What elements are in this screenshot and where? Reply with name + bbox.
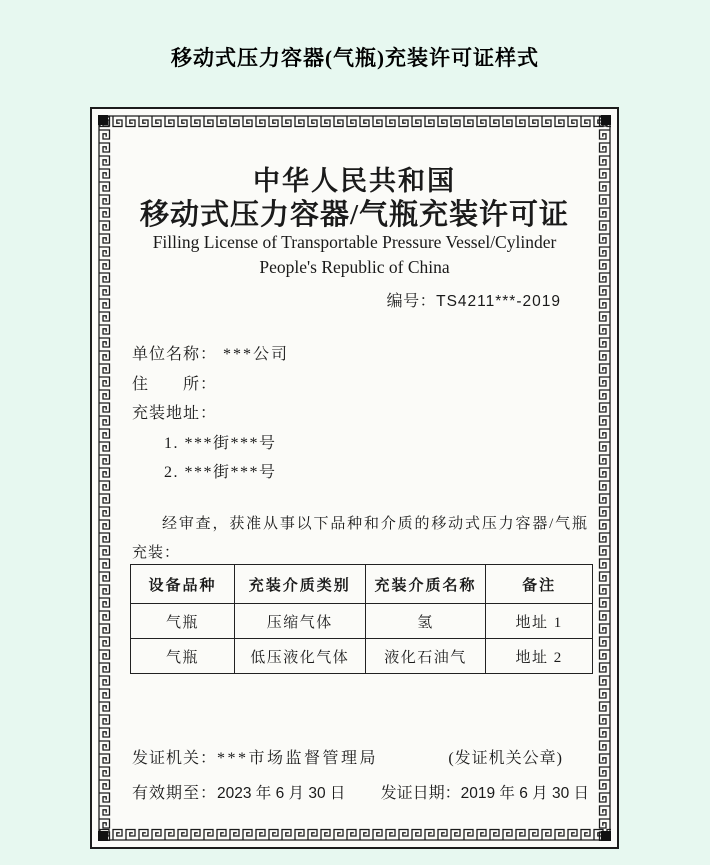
table-cell: 液化石油气	[365, 639, 486, 674]
field-filling-address-label: 充装地址：	[132, 405, 218, 422]
table-cell: 气瓶	[131, 639, 235, 674]
table-row	[131, 639, 593, 674]
filling-address-item-2: 2. ***街***号	[164, 464, 277, 481]
page-title: 移动式压力容器(气瓶)充装许可证样式	[171, 46, 539, 70]
table-cell: 地址 1	[486, 604, 593, 639]
field-residence	[132, 371, 217, 394]
field-residence-label: 住 所：	[132, 376, 218, 393]
serial-number-line	[387, 288, 561, 311]
field-company-label: 单位名称：	[132, 346, 218, 363]
certificate	[90, 107, 619, 849]
table-cell: 氢	[365, 604, 486, 639]
issuing-authority-line	[132, 745, 378, 768]
filling-address-item-1: 1. ***街***号	[164, 435, 277, 452]
field-company	[132, 341, 289, 364]
table-header-remarks: 备注	[486, 565, 593, 604]
table-header-medium-category: 充装介质类别	[234, 565, 365, 604]
serial-label: 编号：	[386, 293, 437, 310]
cert-title-en-line2: People's Republic of China	[259, 257, 450, 277]
table-cell: 压缩气体	[234, 604, 365, 639]
field-filling-address	[132, 400, 217, 423]
serial-value: TS4211***-2019	[436, 293, 561, 310]
table-cell: 低压液化气体	[234, 639, 365, 674]
issuing-authority-value: ***市场监督管理局	[217, 750, 379, 767]
table-cell: 地址 2	[486, 639, 593, 674]
table-row	[131, 604, 593, 639]
valid-until-label: 有效期至：	[132, 785, 218, 802]
issuing-authority-label: 发证机关：	[132, 750, 218, 767]
issue-date-line	[381, 780, 589, 803]
cert-title-cn-line1: 中华人民共和国	[253, 166, 456, 196]
cert-title-en-line1: Filling License of Transportable Pressure Vessel/Cylinder	[152, 232, 557, 252]
cert-title-cn-line2: 移动式压力容器/气瓶充装许可证	[139, 199, 570, 231]
field-company-value: ***公司	[223, 346, 290, 363]
valid-until-value: 2023 年 6 月 30 日	[217, 785, 346, 802]
issue-date-value: 2019 年 6 月 30 日	[460, 785, 589, 802]
issue-date-label: 发证日期：	[380, 785, 461, 802]
table-cell: 气瓶	[131, 604, 235, 639]
approval-statement-line1: 经审查，获准从事以下品种和介质的移动式压力容器/气瓶	[162, 516, 587, 532]
table-header-medium-name: 充装介质名称	[365, 565, 486, 604]
seal-placeholder-note: (发证机关公章)	[448, 750, 563, 767]
table-header-row	[131, 565, 593, 604]
table-header-equipment-type: 设备品种	[131, 565, 235, 604]
valid-until-line	[132, 780, 345, 803]
approval-statement-line2: 充装：	[132, 545, 181, 561]
approved-media-table	[130, 564, 593, 674]
certificate-content	[92, 109, 617, 847]
